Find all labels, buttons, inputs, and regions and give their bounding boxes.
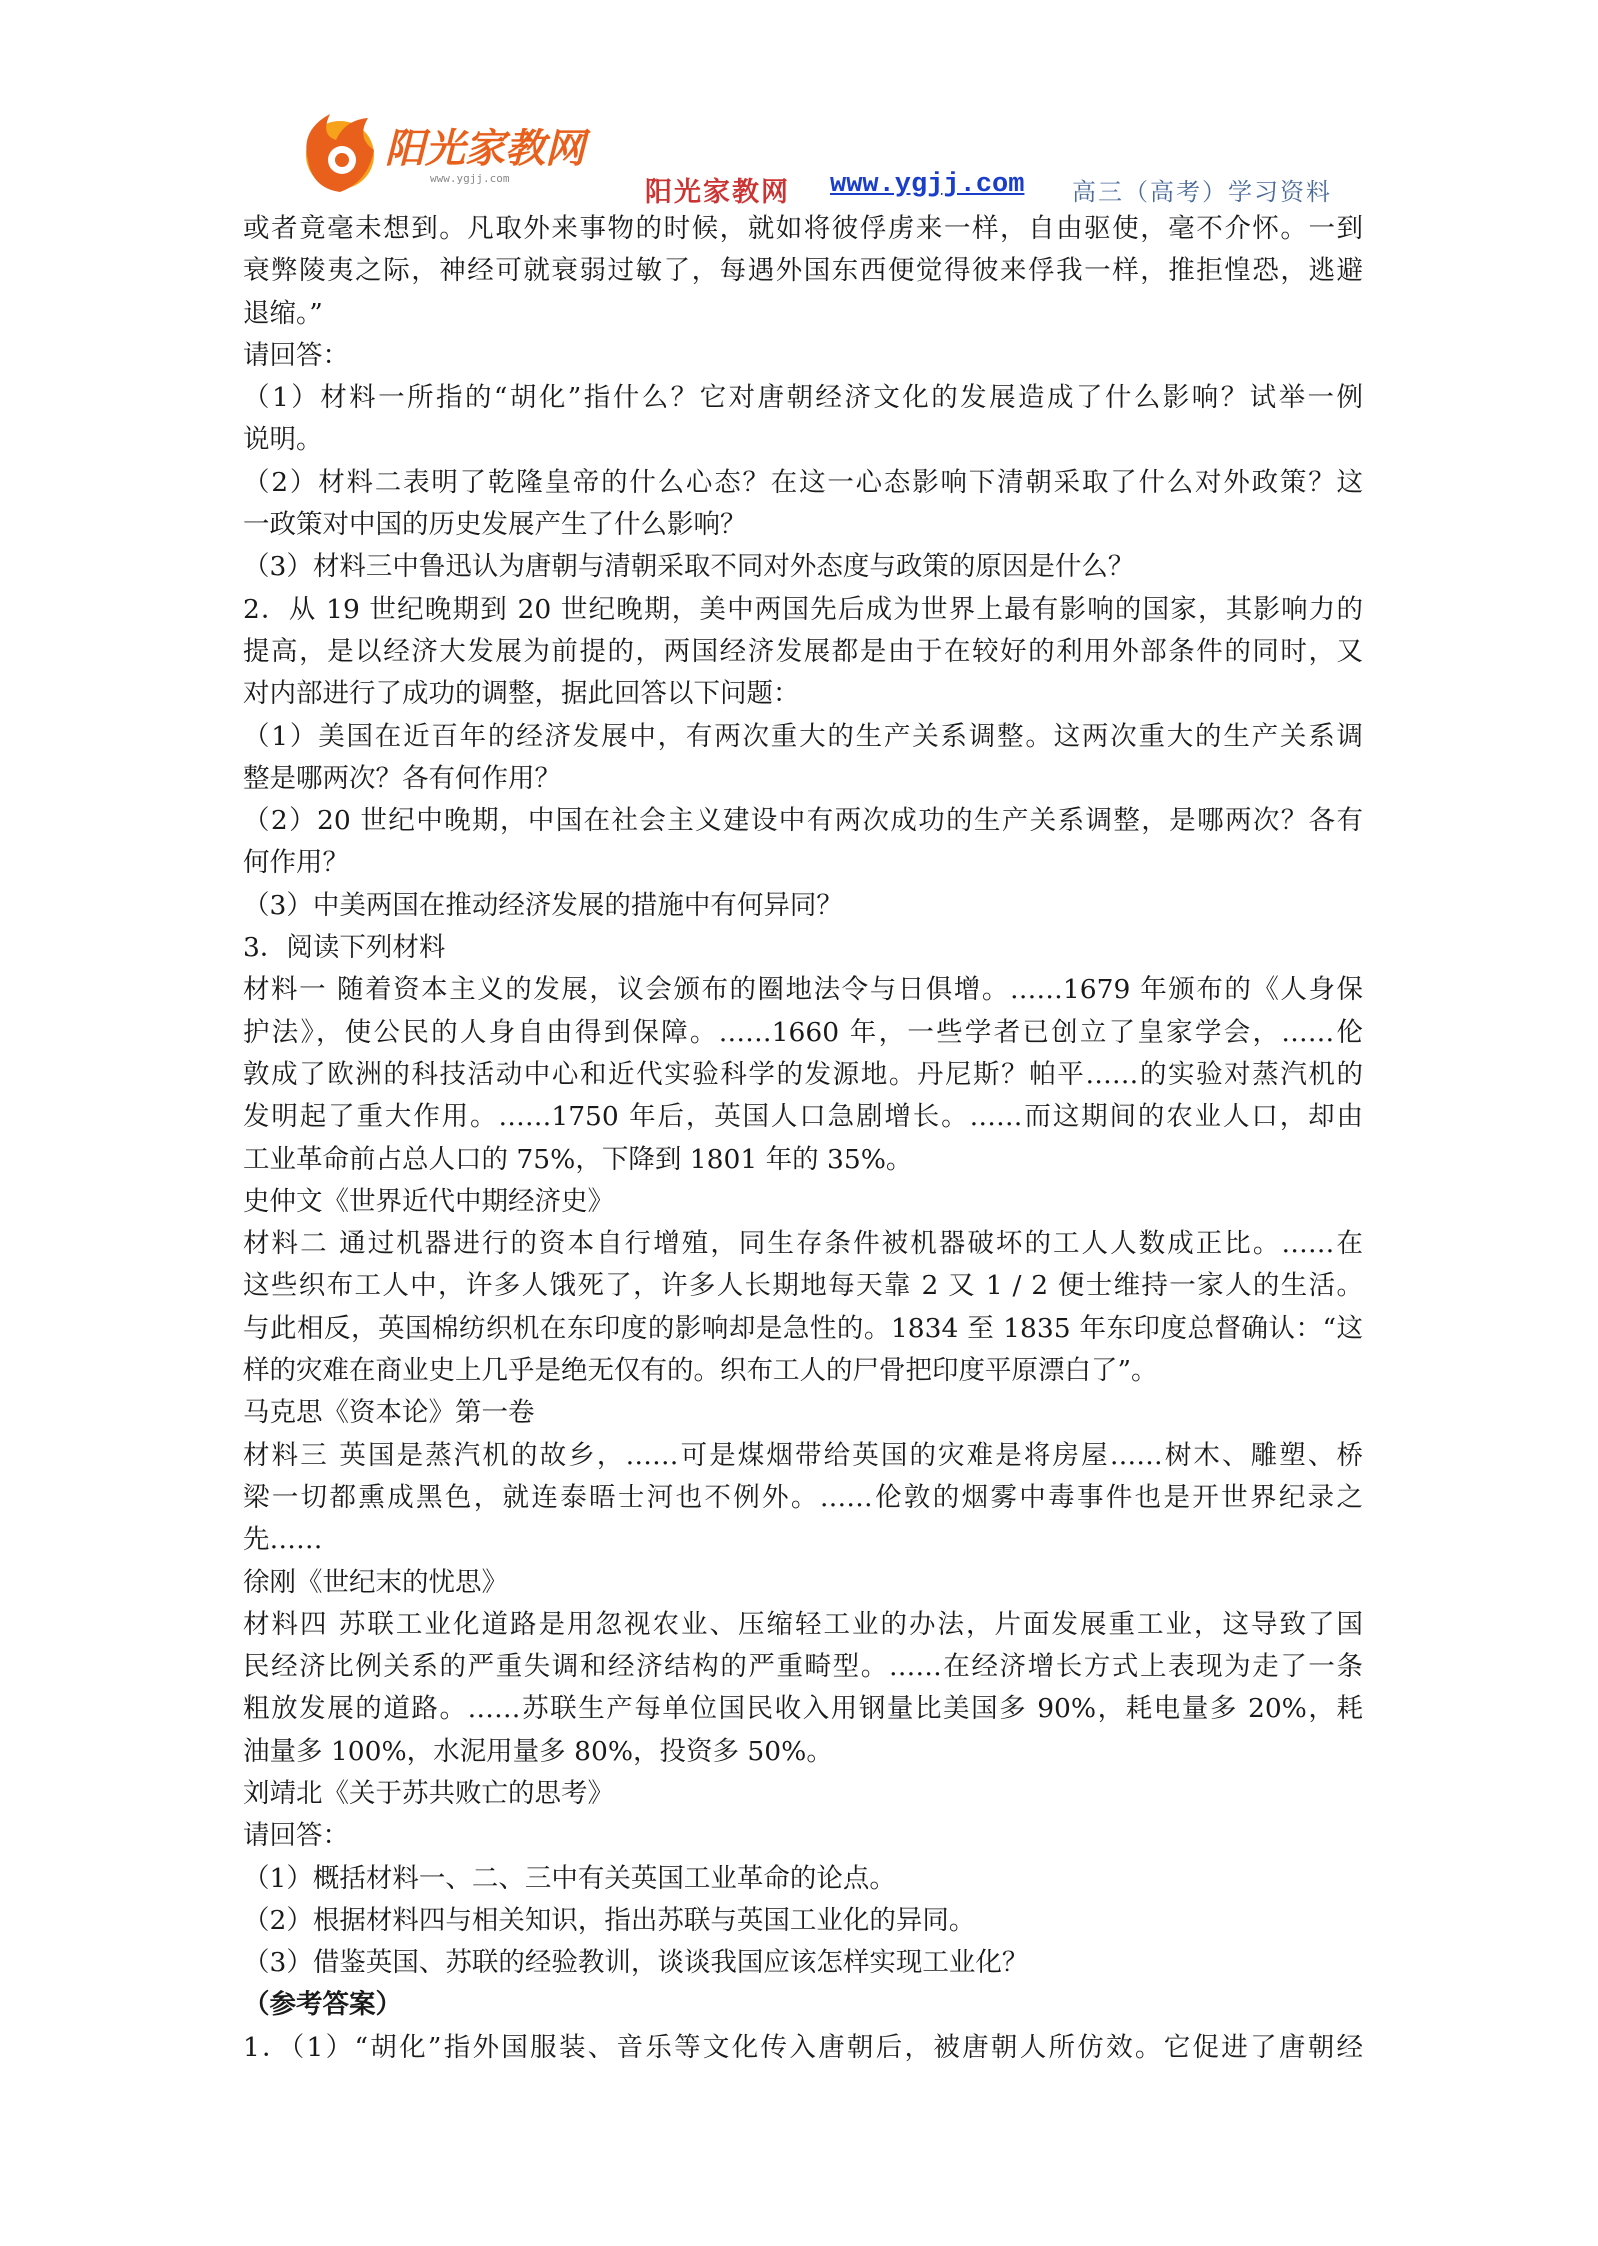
- text-line: 材料二 通过机器进行的资本自行增殖，同生存条件被机器破坏的工人人数成正比。……在: [243, 1228, 1363, 1260]
- text-line: 请回答：: [243, 1820, 349, 1852]
- svg-text:www.ygjj.com: www.ygjj.com: [430, 172, 510, 185]
- text-line: （2）根据材料四与相关知识，指出苏联与英国工业化的异同。: [243, 1904, 976, 1936]
- svg-text:阳光家教网: 阳光家教网: [385, 126, 585, 172]
- sun-logo-icon: [290, 100, 620, 210]
- text-line: 梁一切都熏成黑色，就连泰晤士河也不例外。……伦敦的烟雾中毒事件也是开世界纪录之: [243, 1481, 1363, 1513]
- text-line: 材料三 英国是蒸汽机的故乡，……可是煤烟带给英国的灾难是将房屋……树木、雕塑、桥: [243, 1439, 1363, 1471]
- text-line: 提高，是以经济大发展为前提的，两国经济发展都是由于在较好的利用外部条件的同时，又: [243, 635, 1363, 667]
- text-line: （3）材料三中鲁迅认为唐朝与清朝采取不同对外态度与政策的原因是什么？: [243, 551, 1135, 583]
- text-line: （3）借鉴英国、苏联的经验教训，谈谈我国应该怎样实现工业化？: [243, 1947, 1029, 1979]
- text-line: （2）20 世纪中晚期，中国在社会主义建设中有两次成功的生产关系调整，是哪两次？各有: [243, 805, 1363, 837]
- text-line: 对内部进行了成功的调整，据此回答以下问题：: [243, 678, 800, 710]
- text-line: 何作用？: [243, 847, 349, 879]
- text-line: 或者竟毫未想到。凡取外来事物的时候，就如将彼俘虏来一样，自由驱使，毫不介怀。一到: [243, 213, 1363, 244]
- document-tagline: 高三（高考）学习资料: [1072, 178, 1332, 206]
- text-line: 刘靖北《关于苏共败亡的思考》: [243, 1777, 614, 1809]
- text-line: 工业革命前占总人口的 75%，下降到 1801 年的 35%。: [243, 1143, 913, 1175]
- text-line: （3）中美两国在推动经济发展的措施中有何异同？: [243, 889, 843, 921]
- text-line: 材料四 苏联工业化道路是用忽视农业、压缩轻工业的办法，片面发展重工业，这导致了国: [243, 1608, 1363, 1640]
- page-header: [0, 0, 1598, 208]
- text-line: 样的灾难在商业史上几乎是绝无仅有的。织布工人的尸骨把印度平原漂白了”。: [243, 1355, 1158, 1387]
- text-line: 这些织布工人中，许多人饿死了，许多人长期地每天靠 2 又 1 / 2 便士维持一家人的生活。: [243, 1270, 1363, 1302]
- text-line: （参考答案）: [243, 1989, 402, 2021]
- text-line: 1．（1）“胡化”指外国服装、音乐等文化传入唐朝后，被唐朝人所仿效。它促进了唐朝经: [243, 2031, 1363, 2063]
- text-line: 粗放发展的道路。……苏联生产每单位国民收入用钢量比美国多 90%，耗电量多 20%，耗: [243, 1693, 1363, 1725]
- text-line: （1）美国在近百年的经济发展中，有两次重大的生产关系调整。这两次重大的生产关系调: [243, 720, 1363, 752]
- text-line: 3．阅读下列材料: [243, 932, 446, 964]
- site-name: 阳光家教网: [645, 177, 790, 208]
- text-line: 发明起了重大作用。……1750 年后，英国人口急剧增长。……而这期间的农业人口，却由: [243, 1101, 1363, 1133]
- text-line: 先……: [243, 1524, 323, 1556]
- text-line: 史仲文《世界近代中期经济史》: [243, 1185, 614, 1217]
- text-line: 2．从 19 世纪晚期到 20 世纪晚期，美中两国先后成为世界上最有影响的国家，其影响力的: [243, 593, 1363, 625]
- text-line: 一政策对中国的历史发展产生了什么影响？: [243, 509, 747, 541]
- text-line: （2）材料二表明了乾隆皇帝的什么心态？在这一心态影响下清朝采取了什么对外政策？这: [243, 466, 1363, 498]
- text-line: 护法》，使公民的人身自由得到保障。……1660 年，一些学者已创立了皇家学会，……伦: [243, 1016, 1363, 1048]
- text-line: 徐刚《世纪末的忧思》: [243, 1566, 508, 1598]
- text-line: 说明。: [243, 424, 323, 456]
- text-line: （1）概括材料一、二、三中有关英国工业革命的论点。: [243, 1862, 896, 1894]
- text-line: 衰弊陵夷之际，神经可就衰弱过敏了，每遇外国东西便觉得彼来俘我一样，推拒惶恐，逃避: [243, 255, 1363, 287]
- text-line: 马克思《资本论》第一卷: [243, 1397, 535, 1429]
- site-url-link[interactable]: www.ygjj.com: [830, 170, 1025, 200]
- site-logo[interactable]: [290, 100, 620, 210]
- text-line: 整是哪两次？各有何作用？: [243, 762, 561, 794]
- text-line: 民经济比例关系的严重失调和经济结构的严重畸型。……在经济增长方式上表现为走了一条: [243, 1651, 1363, 1683]
- text-line: 敦成了欧洲的科技活动中心和近代实验科学的发源地。丹尼斯？帕平……的实验对蒸汽机的: [243, 1058, 1363, 1090]
- text-line: （1）材料一所指的“胡化”指什么？它对唐朝经济文化的发展造成了什么影响？试举一例: [243, 382, 1363, 414]
- text-line: 与此相反，英国棉纺织机在东印度的影响却是急性的。1834 至 1835 年东印度总督确认：“这: [243, 1312, 1363, 1344]
- text-line: 材料一 随着资本主义的发展，议会颁布的圈地法令与日俱增。……1679 年颁布的《人身保: [243, 974, 1363, 1006]
- text-line: 请回答：: [243, 339, 349, 371]
- document-body: [243, 208, 1363, 2069]
- text-line: 退缩。”: [243, 297, 323, 329]
- text-line: 油量多 100%，水泥用量多 80%，投资多 50%。: [243, 1735, 833, 1767]
